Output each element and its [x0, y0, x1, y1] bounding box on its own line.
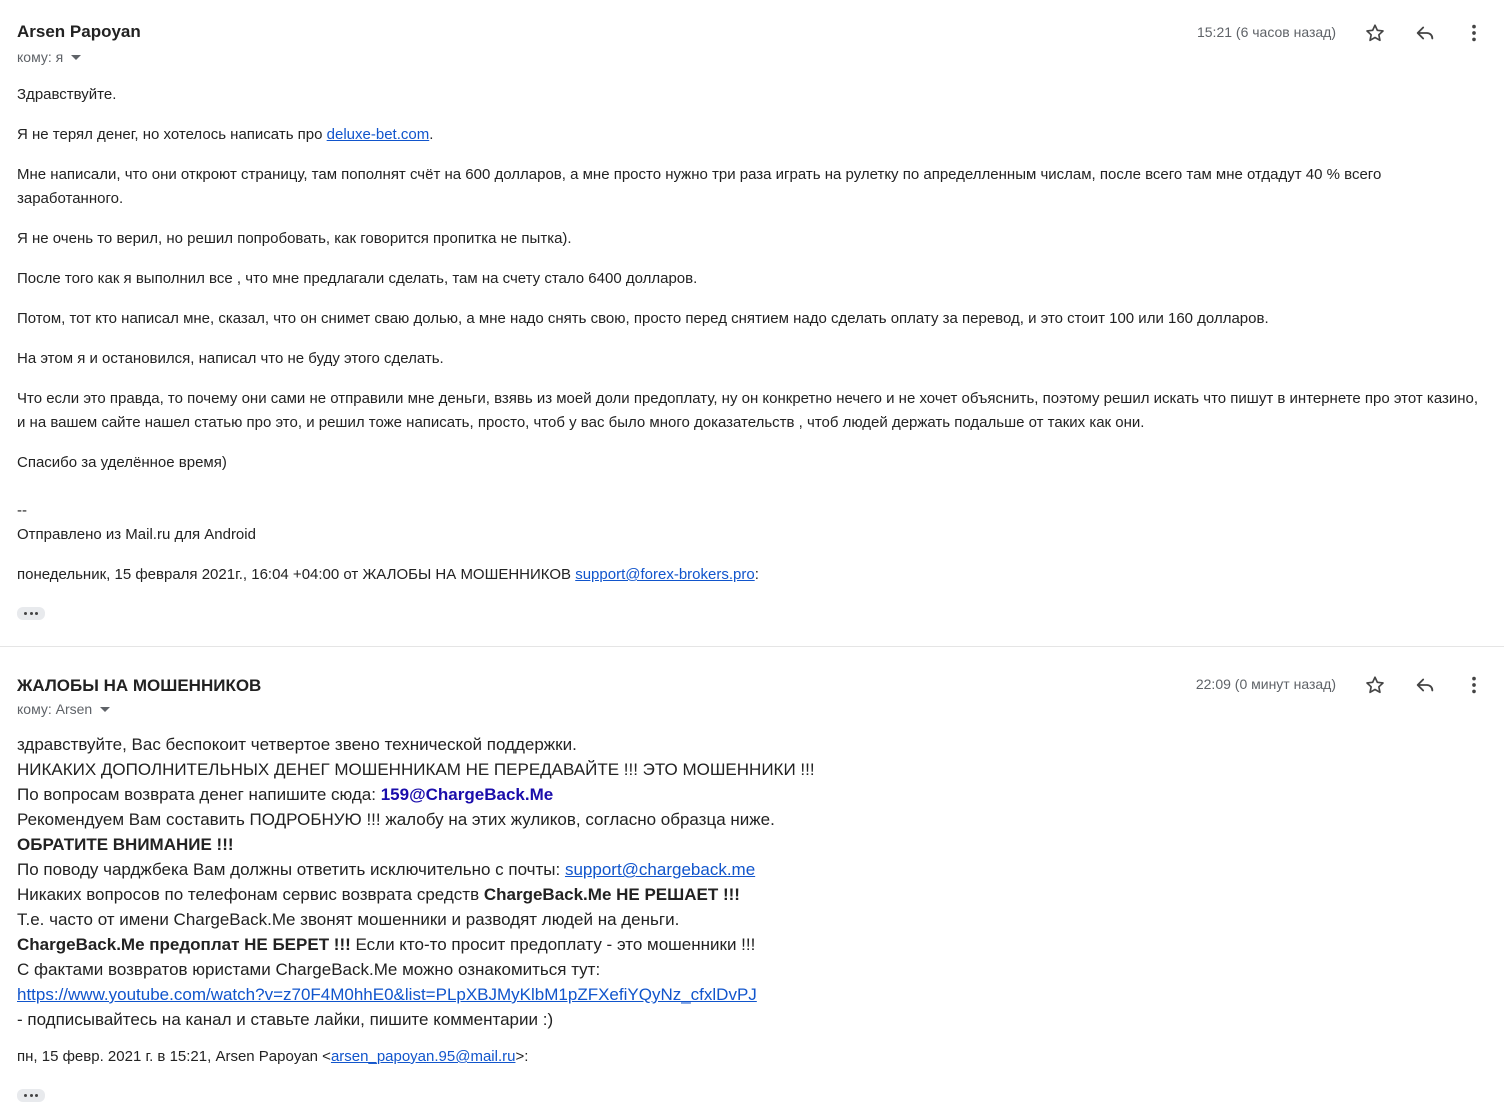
reply-button[interactable]	[1410, 18, 1440, 48]
signature-text: Отправлено из Mail.ru для Android	[17, 526, 256, 543]
paragraph: После того как я выполнил все , что мне предлагали сделать, там на счету стало 6400 долларов.	[17, 270, 698, 287]
more-vert-icon	[1463, 22, 1485, 44]
reply-icon	[1414, 674, 1436, 696]
line: По вопросам возврата денег напишите сюда: 159@ChargeBack.Me	[17, 785, 554, 804]
site-link[interactable]: deluxe-bet.com	[326, 126, 430, 143]
star-button[interactable]	[1360, 18, 1390, 48]
sender-name[interactable]: Arsen Papoyan	[17, 22, 141, 41]
signature-dash: --	[17, 502, 27, 519]
ellipsis-icon[interactable]	[17, 1089, 45, 1102]
recipient-line[interactable]	[17, 701, 110, 717]
recipient-label: кому: Arsen	[17, 701, 93, 717]
paragraph: Что если это правда, то почему они сами не отправили мне деньги, взявь из моей доли предоплату, ну он конкретно нечего и не хочет объяснить, поэтому решил искать что пишут в интернете про этот казино, и на вашем сайте нашел статью про это, и решил тоже написать, просто, чтоб у вас было много доказательств , чтоб людей держать подальше от таких как они.	[17, 390, 1479, 431]
more-button[interactable]	[1459, 670, 1489, 700]
line: - подписывайтесь на канал и ставьте лайки, пишите комментарии :)	[17, 1010, 554, 1029]
star-button[interactable]	[1360, 670, 1390, 700]
signature	[17, 499, 1487, 547]
line-bold: ОБРАТИТЕ ВНИМАНИЕ !!!	[17, 835, 234, 854]
quote-email-link[interactable]: arsen_papoyan.95@mail.ru	[330, 1048, 516, 1065]
reply-button[interactable]	[1410, 670, 1440, 700]
ellipsis-row	[17, 599, 1487, 623]
message-time: 22:09 (0 минут назад)	[1195, 676, 1336, 692]
recipient-line[interactable]	[17, 49, 81, 65]
quote-header-2: пн, 15 февр. 2021 г. в 15:21, Arsen Papoyan <arsen_papoyan.95@mail.ru>:	[17, 1048, 529, 1065]
line: Т.е. часто от имени ChargeBack.Me звонят мошенники и разводят людей на деньги.	[17, 910, 680, 929]
caret-down-icon[interactable]	[71, 55, 81, 60]
ellipsis-icon[interactable]	[17, 607, 45, 620]
quote-header: понедельник, 15 февраля 2021г., 16:04 +04:00 от ЖАЛОБЫ НА МОШЕННИКОВ support@forex-brokers.pro:	[17, 566, 759, 583]
more-vert-icon	[1463, 674, 1485, 696]
youtube-link[interactable]: https://www.youtube.com/watch?v=z70F4M0hhE0&list=PLpXBJMyKlbM1pZFXefiYQyNz_cfxlDvPJ	[17, 985, 757, 1004]
recipient-label: кому: я	[17, 49, 64, 65]
message-body-2	[17, 732, 1487, 1032]
line: Рекомендуем Вам составить ПОДРОБНУЮ !!! жалобу на этих жуликов, согласно образца ниже.	[17, 810, 775, 829]
message-time: 15:21 (6 часов назад)	[1196, 24, 1336, 40]
message-body	[17, 83, 1487, 623]
paragraph: Я не очень то верил, но решил попробовать, как говорится пропитка не пытка).	[17, 230, 572, 247]
ellipsis-row	[17, 1084, 45, 1102]
reply-icon	[1414, 22, 1436, 44]
line: Никаких вопросов по телефонам сервис возврата средств ChargeBack.Me НЕ РЕШАЕТ !!!	[17, 885, 740, 904]
caret-down-icon[interactable]	[100, 707, 110, 712]
paragraph: Мне написали, что они откроют страницу, там пополнят счёт на 600 долларов, а мне просто нужно три раза играть на рулетку по апределленным числам, после всего там мне отдадут 40 % всего заработанного.	[17, 166, 1382, 207]
paragraph: Я не терял денег, но хотелось написать про deluxe-bet.com.	[17, 126, 434, 143]
line: ChargeBack.Me предоплат НЕ БЕРЕТ !!! Если кто-то просит предоплату - это мошенники !!!	[17, 935, 756, 954]
chargeback-email[interactable]: 159@ChargeBack.Me	[380, 785, 554, 804]
star-icon	[1364, 674, 1386, 696]
line	[17, 982, 1487, 1007]
line: НИКАКИХ ДОПОЛНИТЕЛЬНЫХ ДЕНЕГ МОШЕННИКАМ НЕ ПЕРЕДАВАЙТЕ !!! ЭТО МОШЕННИКИ !!!	[17, 760, 815, 779]
greeting: Здравствуйте.	[17, 86, 117, 103]
sender-name[interactable]: ЖАЛОБЫ НА МОШЕННИКОВ	[17, 676, 262, 695]
paragraph: Спасибо за уделённое время)	[17, 454, 227, 471]
line: здравствуйте, Вас беспокоит четвертое звено технической поддержки.	[17, 735, 577, 754]
star-icon	[1364, 22, 1386, 44]
paragraph: На этом я и остановился, написал что не буду этого сделать.	[17, 350, 444, 367]
paragraph: Потом, тот кто написал мне, сказал, что он снимет сваю долью, а мне надо снять свою, просто перед снятием надо сделать оплату за перевод, и это стоит 100 или 160 долларов.	[17, 310, 1269, 327]
line: С фактами возвратов юристами ChargeBack.Me можно ознакомиться тут:	[17, 960, 601, 979]
more-button[interactable]	[1459, 18, 1489, 48]
quote-email-link[interactable]: support@forex-brokers.pro	[575, 566, 755, 583]
line: По поводу чарджбека Вам должны ответить исключительно с почты: support@chargeback.me	[17, 860, 756, 879]
support-email-link[interactable]: support@chargeback.me	[564, 860, 756, 879]
